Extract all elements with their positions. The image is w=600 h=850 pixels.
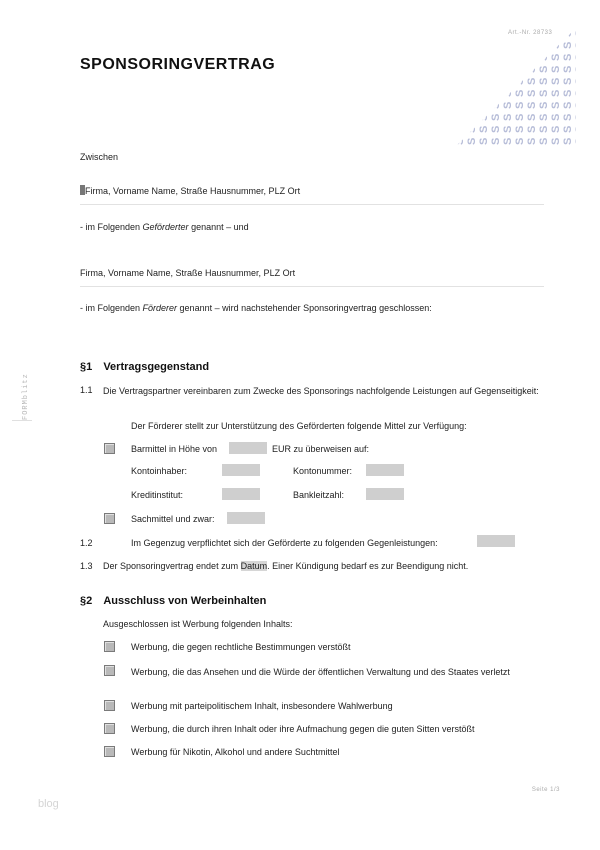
goods-field[interactable] xyxy=(227,512,265,524)
between-label: Zwischen xyxy=(80,152,119,162)
clause-1-1-subtext: Der Förderer stellt zur Unterstützung des Geförderten folgende Mittel zur Verfügung: xyxy=(131,421,467,431)
blog-watermark: blog xyxy=(38,798,59,810)
counter-performance-field[interactable] xyxy=(477,535,515,547)
goods-checkbox[interactable] xyxy=(104,513,115,524)
exclusion-item: Werbung, die das Ansehen und die Würde der öffentlichen Verwaltung und des Staates verletzt xyxy=(131,667,510,677)
clause-number: 1.1 xyxy=(80,385,93,395)
clause-1-2-text: Im Gegenzug verpflichtet sich der Geförderte zu folgenden Gegenleistungen: xyxy=(131,538,438,548)
clause-1-3-text: Der Sponsoringvertrag endet zum Datum. Einer Kündigung bedarf es zur Beendigung nicht. xyxy=(103,561,469,571)
page-number: Seite 1/3 xyxy=(531,787,560,793)
party1-text: Firma, Vorname Name, Straße Hausnummer, PLZ Ort xyxy=(85,186,301,196)
party2-role: - im Folgenden Förderer genannt – wird nachstehender Sponsoringvertrag geschlossen: xyxy=(80,303,432,313)
bank-code-field[interactable] xyxy=(366,488,404,500)
exclusion-item: Werbung für Nikotin, Alkohol und andere Suchtmittel xyxy=(131,747,340,757)
exclusion-item: Werbung mit parteipolitischem Inhalt, insbesondere Wahlwerbung xyxy=(131,701,393,711)
divider xyxy=(80,286,544,287)
exclusion-checkbox[interactable] xyxy=(104,723,115,734)
party1-role: - im Folgenden Geförderter genannt – und xyxy=(80,222,249,232)
party2-field[interactable]: Firma, Vorname Name, Straße Hausnummer, PLZ Ort xyxy=(80,268,296,278)
account-holder-field[interactable] xyxy=(222,464,260,476)
clause-number: 1.3 xyxy=(80,561,93,571)
divider xyxy=(80,204,544,205)
section2-heading: §2 Ausschluss von Werbeinhalten xyxy=(80,595,267,607)
bank-code-label: Bankleitzahl: xyxy=(293,490,345,500)
exclusion-checkbox[interactable] xyxy=(104,700,115,711)
section2-intro: Ausgeschlossen ist Werbung folgenden Inhalts: xyxy=(103,619,293,629)
cash-suffix: EUR zu überweisen auf: xyxy=(272,444,370,454)
article-number: Art.-Nr. 28733 xyxy=(508,30,553,36)
exclusion-checkbox[interactable] xyxy=(104,641,115,652)
side-brand-logo: FORMblitz xyxy=(22,373,30,420)
exclusion-item: Werbung, die durch ihren Inhalt oder ihre Aufmachung gegen die guten Sitten verstößt xyxy=(131,724,475,734)
end-date-field[interactable]: Datum xyxy=(240,561,268,571)
document-title: SPONSORINGVERTRAG xyxy=(80,56,276,73)
clause-1-1-text: Die Vertragspartner vereinbaren zum Zwecke des Sponsorings nachfolgende Leistungen auf Gegenseitigkeit: xyxy=(103,386,539,396)
account-number-label: Kontonummer: xyxy=(293,466,353,476)
bank-label: Kreditinstitut: xyxy=(131,490,184,500)
bank-field[interactable] xyxy=(222,488,260,500)
party1-field[interactable] xyxy=(80,185,300,196)
cash-checkbox[interactable] xyxy=(104,443,115,454)
clause-number: 1.2 xyxy=(80,538,93,548)
diagonal-pattern-logo xyxy=(444,26,576,150)
exclusion-checkbox[interactable] xyxy=(104,665,115,676)
amount-field[interactable] xyxy=(229,442,267,454)
exclusion-checkbox[interactable] xyxy=(104,746,115,757)
side-divider xyxy=(12,420,32,421)
cash-label: Barmittel in Höhe von xyxy=(131,444,218,454)
account-holder-label: Kontoinhaber: xyxy=(131,466,188,476)
goods-label: Sachmittel und zwar: xyxy=(131,514,215,524)
account-number-field[interactable] xyxy=(366,464,404,476)
exclusion-item: Werbung, die gegen rechtliche Bestimmungen verstößt xyxy=(131,642,351,652)
section1-heading: §1 Vertragsgegenstand xyxy=(80,361,210,373)
